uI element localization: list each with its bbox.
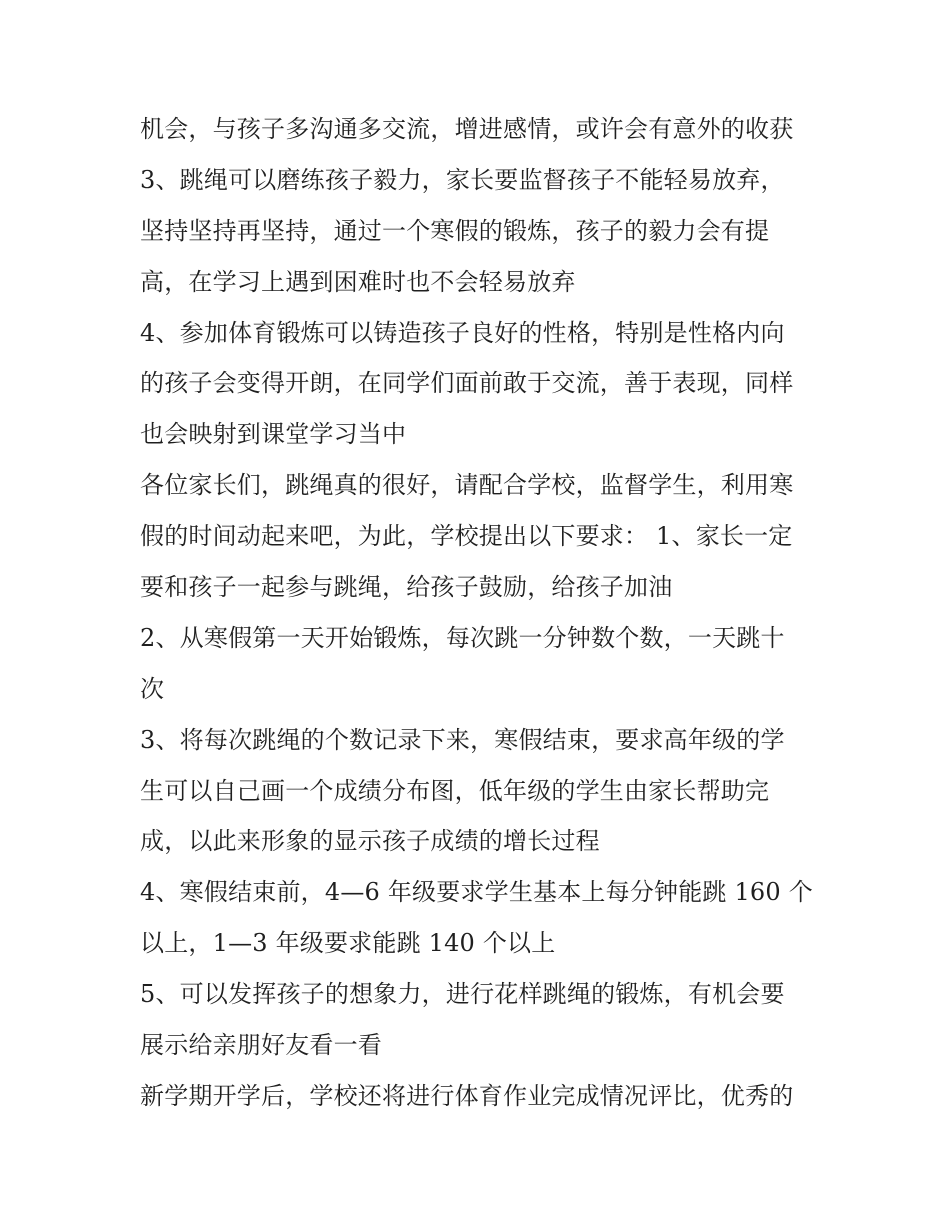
text-line-7: 也会映射到课堂学习当中 [140, 420, 407, 449]
text-line-18: 5、可以发挥孩子的想象力，进行花样跳绳的锻炼，有机会要 [140, 980, 785, 1009]
text-line-6: 的孩子会变得开朗，在同学们面前敢于交流，善于表现，同样 [140, 369, 794, 398]
text-line-15: 成，以此来形象的显示孩子成绩的增长过程 [140, 827, 600, 856]
text-line-11: 2、从寒假第一天开始锻炼，每次跳一分钟数个数，一天跳十 [140, 623, 785, 652]
text-line-8: 各位家长们，跳绳真的很好，请配合学校，监督学生，利用寒 [140, 471, 794, 500]
text-line-10: 要和孩子一起参与跳绳，给孩子鼓励，给孩子加油 [140, 573, 673, 602]
text-line-19: 展示给亲朋好友看一看 [140, 1031, 382, 1060]
text-line-3: 坚持坚持再坚持，通过一个寒假的锻炼，孩子的毅力会有提 [140, 216, 770, 245]
text-line-5: 4、参加体育锻炼可以铸造孩子良好的性格，特别是性格内向 [140, 318, 785, 347]
text-line-12: 次 [140, 674, 165, 703]
text-line-4: 高，在学习上遇到困难时也不会轻易放弃 [140, 267, 576, 296]
text-line-2: 3、跳绳可以磨练孩子毅力，家长要监督孩子不能轻易放弃， [140, 165, 785, 194]
text-line-14: 生可以自己画一个成绩分布图，低年级的学生由家长帮助完 [140, 776, 770, 805]
text-line-17: 以上，1—3 年级要求能跳 140 个以上 [140, 929, 556, 958]
text-line-9: 假的时间动起来吧，为此，学校提出以下要求： 1、家长一定 [140, 522, 793, 551]
text-line-1: 机会，与孩子多沟通多交流，增进感情，或许会有意外的收获 [140, 115, 794, 143]
text-line-13: 3、将每次跳绳的个数记录下来，寒假结束，要求高年级的学 [140, 725, 785, 754]
text-line-20: 新学期开学后，学校还将进行体育作业完成情况评比，优秀的 [140, 1081, 794, 1110]
text-line-16: 4、寒假结束前，4—6 年级要求学生基本上每分钟能跳 160 个 [140, 878, 813, 907]
body-text [140, 104, 820, 1122]
